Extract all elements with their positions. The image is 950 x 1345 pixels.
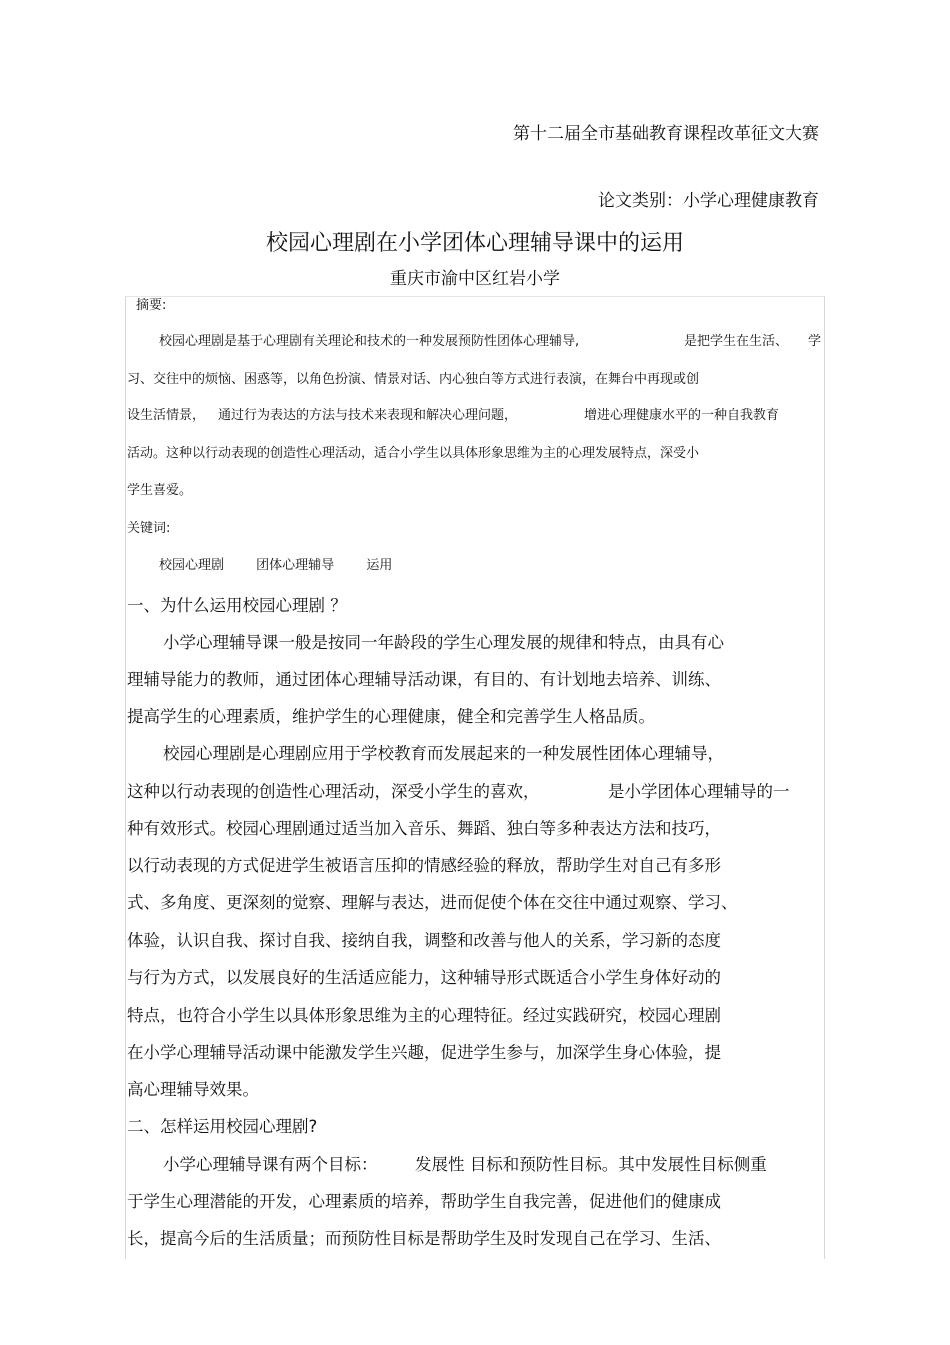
section-heading: 二、怎样运用校园心理剧? bbox=[127, 1117, 318, 1136]
abstract-line: 设生活情景， bbox=[127, 408, 206, 423]
paper-category: 论文类别：小学心理健康教育 bbox=[598, 191, 819, 211]
body-line: 体验，认识自我、探讨自我、接纳自我，调整和改善与他人的关系，学习新的态度 bbox=[127, 931, 721, 950]
body-line: 提高学生的心理素质，维护学生的心理健康，健全和完善学生人格品质。 bbox=[127, 707, 655, 726]
keyword-item: 运用 bbox=[366, 558, 393, 573]
abstract-line: 校园心理剧是基于心理剧有关理论和技术的一种发展预防性团体心理辅导, bbox=[159, 334, 580, 349]
body-line: 在小学心理辅导活动课中能激发学生兴趣，促进学生参与，加深学生身心体验，提 bbox=[127, 1043, 721, 1062]
body-line: 小学心理辅导课有两个目标： bbox=[163, 1155, 378, 1174]
body-line: 校园心理剧是心理剧应用于学校教育而发展起来的一种发展性团体心理辅导， bbox=[163, 744, 724, 763]
abstract-line: 活动。这种以行动表现的创造性心理活动，适合小学生以具体形象思维为主的心理发展特点，深受小 bbox=[127, 446, 700, 461]
abstract-line: 通过行为表达的方法与技术来表现和解决心理问题， bbox=[218, 408, 518, 423]
body-line: 高心理辅导效果。 bbox=[127, 1080, 259, 1099]
school-name: 重庆市渝中区红岩小学 bbox=[390, 269, 560, 289]
body-line: 以行动表现的方式促进学生被语言压抑的情感经验的释放，帮助学生对自己有多形 bbox=[127, 856, 721, 875]
body-line: 发展性 目标和预防性目标。其中发展性目标侧重 bbox=[415, 1155, 767, 1174]
keywords-label: 关键词: bbox=[127, 521, 171, 536]
competition-name: 第十二届全市基础教育课程改革征文大赛 bbox=[513, 124, 819, 144]
body-line: 是小学团体心理辅导的一 bbox=[608, 782, 790, 801]
abstract-line: 学 bbox=[808, 334, 822, 349]
keywords-list bbox=[159, 558, 420, 574]
body-line: 于学生心理潜能的开发，心理素质的培养，帮助学生自我完善，促进他们的健康成 bbox=[127, 1192, 721, 1211]
content-frame bbox=[125, 296, 825, 1259]
abstract-line: 增进心理健康水平的一种自我教育 bbox=[584, 408, 780, 423]
abstract-line: 学生喜爱。 bbox=[127, 483, 193, 498]
abstract-label: 摘要: bbox=[136, 298, 167, 313]
section-heading: 一、为什么运用校园心理剧 ？ bbox=[127, 596, 347, 615]
body-line: 理辅导能力的教师，通过团体心理辅导活动课，有目的、有计划地去培养、训练、 bbox=[127, 670, 721, 689]
body-line: 长，提高今后的生活质量；而预防性目标是帮助学生及时发现自己在学习、生活、 bbox=[127, 1229, 721, 1248]
body-line: 与行为方式，以发展良好的生活适应能力，这种辅导形式既适合小学生身体好动的 bbox=[127, 968, 721, 987]
body-line: 种有效形式。校园心理剧通过适当加入音乐、舞蹈、独白等多种表达方法和技巧， bbox=[127, 819, 721, 838]
paper-title: 校园心理剧在小学团体心理辅导课中的运用 bbox=[265, 231, 684, 256]
keyword-item: 校园心理剧 bbox=[159, 558, 225, 573]
body-line: 这种以行动表现的创造性心理活动，深受小学生的喜欢， bbox=[127, 782, 540, 801]
body-line: 特点，也符合小学生以具体形象思维为主的心理特征。经过实践研究，校园心理剧 bbox=[127, 1006, 721, 1025]
abstract-line: 是把学生在生活、 bbox=[684, 334, 789, 349]
keyword-item: 团体心理辅导 bbox=[256, 558, 335, 573]
body-line: 式、多角度、更深刻的觉察、理解与表达，进而促使个体在交往中通过观察、学习、 bbox=[127, 893, 738, 912]
body-line: 小学心理辅导课一般是按同一年龄段的学生心理发展的规律和特点，由具有心 bbox=[163, 633, 724, 652]
abstract-line: 习、交往中的烦恼、困惑等，以角色扮演、情景对话、内心独白等方式进行表演，在舞台中再现或创 bbox=[127, 372, 700, 387]
